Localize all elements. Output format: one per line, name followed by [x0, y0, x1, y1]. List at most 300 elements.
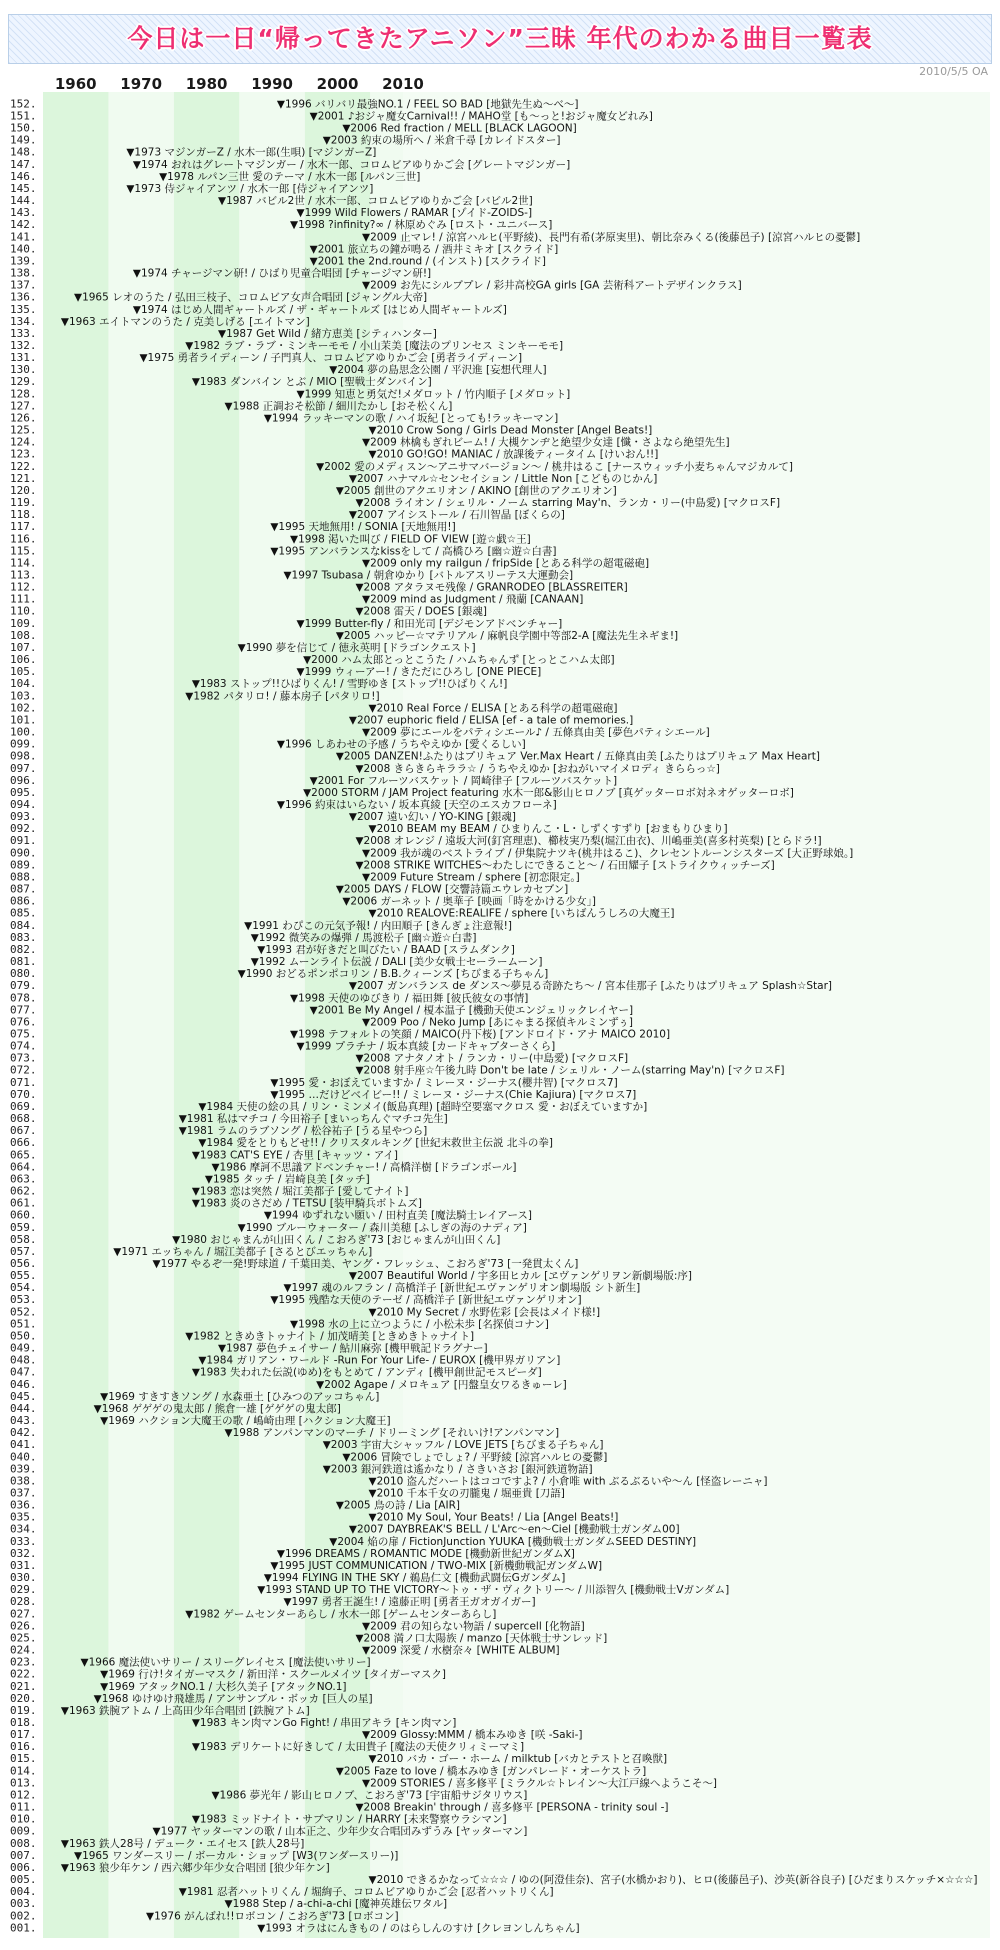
- song-label: ▼2008 雷天 / DOES [銀魂]: [355, 605, 487, 618]
- song-label: ▼2007 ガンバランス de ダンス～夢見る奇跡たち～ / 宮本佳那子 [ふたりはプリキュア Splash☆Star]: [348, 980, 833, 993]
- song-label: ▼1998 テフォルトの笑顔 / MAICO(丹下桜) [アンドロイド・アナ MAICO 2010]: [290, 1028, 671, 1041]
- row-number: 091.: [10, 834, 37, 848]
- row-number: 044.: [10, 1401, 37, 1415]
- row-number: 135.: [10, 302, 37, 316]
- row-number: 142.: [10, 218, 37, 232]
- row-number: 046.: [10, 1377, 37, 1391]
- row-number: 132.: [10, 339, 37, 353]
- row-number: 099.: [10, 737, 37, 751]
- song-label: ▼1983 CAT'S EYE / 杏里 [キャッツ・アイ]: [191, 1149, 398, 1162]
- song-label: ▼1983 ストップ!!ひばりくん! / 雪野ゆき [ストップ!!ひばりくん!]: [191, 678, 508, 691]
- row-number: 012.: [10, 1788, 37, 1802]
- song-label: ▼1982 ゲームセンターあらし / 水木一郎 [ゲームセンターあらし]: [185, 1608, 497, 1621]
- row-number: 010.: [10, 1812, 37, 1826]
- row-number: 129.: [10, 375, 37, 389]
- song-label: ▼2000 ハム太郎とっとこうた / ハムちゃんず [とっとこハム太郎]: [303, 654, 615, 667]
- row-number: 126.: [10, 411, 37, 425]
- song-label: ▼1975 勇者ライディーン / 子門真人、コロムビアゆりかご会 [勇者ライディーン]: [139, 352, 523, 365]
- row-number: 037.: [10, 1486, 37, 1500]
- row-number: 139.: [10, 254, 37, 268]
- song-label: ▼1984 天使の絵の具 / リン・ミンメイ(飯島真理) [超時空要塞マクロス 愛・おぼえていますか]: [198, 1100, 648, 1113]
- song-label: ▼1984 ガリアン・ワールド -Run For Your Life- / EUROX [機甲界ガリアン]: [198, 1354, 561, 1367]
- song-label: ▼2007 DAYBREAK'S BELL / L'Arc～en～Ciel [機動戦士ガンダム00]: [348, 1523, 680, 1536]
- song-label: ▼1968 ゲゲゲの鬼太郎 / 熊倉一雄 [ゲゲゲの鬼太郎]: [93, 1402, 341, 1415]
- row-number: 146.: [10, 169, 37, 183]
- row-number: 063.: [10, 1172, 37, 1186]
- row-number: 110.: [10, 604, 37, 618]
- row-number: 077.: [10, 1003, 37, 1017]
- row-number: 009.: [10, 1824, 37, 1838]
- song-label: ▼1981 私はマチコ / 今田裕子 [まいっちんぐマチコ先生]: [178, 1113, 448, 1126]
- song-label: ▼2010 できるかなって☆☆☆ / ゆの(阿澄佳奈)、宮子(水橋かおり)、ヒロ(後藤邑子)、沙英(新谷良子) [ひだまりスケッチ×☆☆☆]: [368, 1874, 978, 1887]
- row-number: 119.: [10, 496, 37, 510]
- song-label: ▼1987 夢色チェイサー / 鮎川麻弥 [機甲戦記ドラグナー]: [218, 1342, 488, 1355]
- row-number: 122.: [10, 459, 37, 473]
- row-number: 095.: [10, 785, 37, 799]
- song-label: ▼2010 GO!GO! MANIAC / 放課後ティータイム [けいおん!!]: [368, 448, 659, 461]
- row-number: 152.: [10, 97, 37, 111]
- row-number: 030.: [10, 1571, 37, 1585]
- row-number: 016.: [10, 1740, 37, 1754]
- decade-label-2000: 2000: [316, 75, 359, 93]
- song-label: ▼1995 残酷な天使のテーゼ / 高橋洋子 [新世紀エヴァンゲリオン]: [270, 1294, 582, 1307]
- row-number: 059.: [10, 1220, 37, 1234]
- decade-label-1970: 1970: [120, 75, 163, 93]
- row-number: 045.: [10, 1389, 37, 1403]
- row-number: 031.: [10, 1558, 37, 1572]
- row-number: 112.: [10, 580, 37, 594]
- row-number: 128.: [10, 387, 37, 401]
- song-label: ▼2009 林檎もぎれビーム! / 大槻ケンヂと絶望少女達 [懺・さよなら絶望先生]: [362, 436, 730, 449]
- song-label: ▼2010 バカ・ゴー・ホーム / milktub [バカとテストと召喚獣]: [368, 1753, 668, 1766]
- song-label: ▼1987 Get Wild / 緒方恵美 [シティハンター]: [218, 327, 437, 340]
- row-number: 093.: [10, 810, 37, 824]
- row-number: 098.: [10, 749, 37, 763]
- row-number: 081.: [10, 955, 37, 969]
- song-label: ▼1991 わぴこの元気予報! / 内田順子 [きんぎょ注意報!]: [244, 919, 512, 932]
- row-number: 026.: [10, 1619, 37, 1633]
- row-number: 019.: [10, 1703, 37, 1717]
- row-number: 051.: [10, 1317, 37, 1331]
- row-number: 078.: [10, 991, 37, 1005]
- song-label: ▼1974 チャージマン研! / ひばり児童合唱団 [チャージマン研!]: [132, 267, 432, 280]
- song-label: ▼1978 ルパン三世 愛のテーマ / 水木一郎 [ルパン三世]: [159, 170, 421, 183]
- row-number: 007.: [10, 1848, 37, 1862]
- row-number: 025.: [10, 1631, 37, 1645]
- song-label: ▼2010 BEAM my BEAM / ひまりんこ・L・しずくすずり [おまもりひまり]: [368, 823, 728, 836]
- row-number: 085.: [10, 906, 37, 920]
- row-number: 143.: [10, 206, 37, 220]
- song-label: ▼1985 タッチ / 岩崎良美 [タッチ]: [204, 1173, 370, 1186]
- song-label: ▼1980 おじゃまんが山田くん / こおろぎ'73 [おじゃまんが山田くん]: [172, 1233, 501, 1246]
- song-label: ▼1996 約束はいらない / 坂本真綾 [天空のエスカフローネ]: [276, 799, 557, 812]
- song-label: ▼2010 My Secret / 水野佐彩 [会長はメイド様!]: [368, 1306, 601, 1319]
- song-label: ▼1999 ウィーアー! / きただにひろし [ONE PIECE]: [296, 666, 542, 679]
- row-number: 121.: [10, 471, 37, 485]
- song-label: ▼1998 水の上に立つように / 小松未歩 [名探偵コナン]: [290, 1318, 549, 1331]
- row-number: 042.: [10, 1426, 37, 1440]
- song-label: ▼1974 おれはグレートマジンガー / 水木一郎、コロムビアゆりかご会 [グレートマジンガー]: [132, 158, 571, 171]
- row-number: 017.: [10, 1728, 37, 1742]
- row-number: 140.: [10, 242, 37, 256]
- song-label: ▼1995 アンバランスなkissをして / 高橋ひろ [幽☆遊☆白書]: [270, 545, 557, 558]
- song-label: ▼2008 ライオン / シェリル・ノーム starring May'n、ランカ・リー(中島愛) [マクロスF]: [355, 497, 781, 510]
- row-number: 147.: [10, 157, 37, 171]
- song-label: ▼2009 STORIES / 喜多修平 [ミラクル☆トレイン～大江戸線へようこそ～]: [362, 1777, 717, 1790]
- row-number: 118.: [10, 508, 37, 522]
- row-number: 113.: [10, 568, 37, 582]
- row-number: 001.: [10, 1921, 37, 1935]
- row-number: 130.: [10, 363, 37, 377]
- row-number: 100.: [10, 725, 37, 739]
- song-label: ▼1973 マジンガーZ / 水木一郎(生唄) [マジンガーZ]: [126, 146, 377, 159]
- row-number: 065.: [10, 1148, 37, 1162]
- song-label: ▼1993 オラはにんきもの / のはらしんのすけ [クレヨンしんちゃん]: [257, 1922, 580, 1935]
- row-number: 116.: [10, 532, 37, 546]
- row-number: 108.: [10, 628, 37, 642]
- row-number: 004.: [10, 1885, 37, 1899]
- row-number: 036.: [10, 1498, 37, 1512]
- song-label: ▼2010 盗んだハートはココですよ? / 小倉唯 with ぶるぶるいや～ん [怪盗レーニャ]: [368, 1475, 768, 1488]
- row-number: 072.: [10, 1063, 37, 1077]
- song-label: ▼2009 深愛 / 水樹奈々 [WHITE ALBUM]: [362, 1644, 560, 1657]
- row-number: 047.: [10, 1365, 37, 1379]
- song-label: ▼2009 Glossy:MMM / 橋本みゆき [咲 -Saki-]: [362, 1729, 583, 1742]
- song-label: ▼1983 キン肉マンGo Fight! / 串田アキラ [キン肉マン]: [191, 1717, 457, 1730]
- song-label: ▼2008 射手座☆午後九時 Don't be late / シェリル・ノーム(starring May'n) [マクロスF]: [355, 1064, 785, 1077]
- row-number: 002.: [10, 1909, 37, 1923]
- song-label: ▼1993 君が好きだと叫びたい / BAAD [スラムダンク]: [257, 943, 515, 956]
- decade-label-1980: 1980: [185, 75, 228, 93]
- row-number: 013.: [10, 1776, 37, 1790]
- row-number: 022.: [10, 1667, 37, 1681]
- row-number: 092.: [10, 822, 37, 836]
- song-label: ▼1977 やるぞ一発!野球道 / 千葉田美、ヤング・フレッシュ、こおろぎ'73 [一発貫太くん]: [152, 1258, 579, 1271]
- song-label: ▼2007 ハナマル☆センセイション / Little Non [こどものじかん]: [348, 472, 658, 485]
- row-number: 075.: [10, 1027, 37, 1041]
- song-label: ▼2008 Breakin' through / 喜多修平 [PERSONA - trinity soul -]: [355, 1801, 669, 1814]
- row-number: 033.: [10, 1534, 37, 1548]
- song-label: ▼1971 エッちゃん / 堀江美都子 [さるとびエッちゃん]: [113, 1245, 373, 1258]
- song-label: ▼2008 STRIKE WITCHES～わたしにできること～ / 石田耀子 [ストライクウィッチーズ]: [355, 859, 775, 872]
- song-label: ▼2004 夢の島思念公園 / 平沢進 [妄想代理人]: [329, 364, 547, 377]
- song-label: ▼2009 夢にエールをパティシエール♪ / 五條真由美 [夢色パティシエール]: [362, 726, 710, 739]
- song-label: ▼1990 夢を信じて / 徳永英明 [ドラゴンクエスト]: [237, 641, 476, 654]
- row-number: 066.: [10, 1136, 37, 1150]
- song-label: ▼1982 ラブ・ラブ・ミンキーモモ / 小山茉美 [魔法のプリンセス ミンキーモモ]: [185, 340, 564, 353]
- song-label: ▼1984 愛をとりもどせ!! / クリスタルキング [世紀末救世主伝説 北斗の拳]: [198, 1137, 553, 1150]
- row-number: 018.: [10, 1716, 37, 1730]
- song-label: ▼2008 きらきらキララ☆ / うちやえゆか [おねがいマイメロディ きららっ☆]: [355, 762, 720, 775]
- song-label: ▼1963 鉄人28号 / デューク・エイセス [鉄人28号]: [60, 1837, 305, 1850]
- song-label: ▼1988 Step / a-chi-a-chi [魔神英雄伝ワタル]: [224, 1898, 448, 1911]
- row-number: 032.: [10, 1546, 37, 1560]
- song-label: ▼2007 アイシストール / 石川智晶 [ぼくらの]: [348, 509, 565, 522]
- song-label: ▼2006 ガーネット / 奥華子 [映画「時をかける少女」]: [342, 895, 596, 908]
- row-number: 024.: [10, 1643, 37, 1657]
- row-number: 148.: [10, 145, 37, 159]
- row-number: 064.: [10, 1160, 37, 1174]
- song-label: ▼2003 宇宙大シャッフル / LOVE JETS [ちびまる子ちゃん]: [322, 1439, 604, 1452]
- song-label: ▼2007 Beautiful World / 宇多田ヒカル [ヱヴァンゲリヲン新劇場版:序]: [348, 1270, 693, 1283]
- row-number: 082.: [10, 942, 37, 956]
- row-number: 071.: [10, 1075, 37, 1089]
- row-number: 133.: [10, 326, 37, 340]
- row-number: 058.: [10, 1232, 37, 1246]
- song-label: ▼1996 バリバリ最強NO.1 / FEEL SO BAD [地獄先生ぬ～べ～]: [276, 98, 579, 111]
- song-label: ▼1987 バビル2世 / 水木一郎、コロムビアゆりかご会 [バビル2世]: [218, 195, 533, 208]
- song-label: ▼1983 デリケートに好きして / 太田貴子 [魔法の天使クリィミーマミ]: [191, 1741, 525, 1754]
- song-label: ▼2003 約束の場所へ / 米倉千尋 [カレイドスター]: [322, 134, 561, 147]
- song-label: ▼2010 Crow Song / Girls Dead Monster [Angel Beats!]: [368, 424, 653, 437]
- row-number: 023.: [10, 1655, 37, 1669]
- song-label: ▼1986 摩訶不思議アドベンチャー! / 高橋洋樹 [ドラゴンボール]: [211, 1161, 517, 1174]
- row-number: 067.: [10, 1124, 37, 1138]
- row-number: 028.: [10, 1595, 37, 1609]
- song-label: ▼2005 鳥の詩 / Lia [AIR]: [335, 1499, 460, 1512]
- song-label: ▼2007 遠い幻い / YO-KING [銀魂]: [348, 811, 516, 824]
- song-label: ▼2002 Agape / メロキュア [円盤皇女ワるきゅーレ]: [316, 1378, 567, 1391]
- row-number: 027.: [10, 1607, 37, 1621]
- row-number: 050.: [10, 1329, 37, 1343]
- row-number: 057.: [10, 1244, 37, 1258]
- song-label: ▼1997 魂のルフラン / 高橋洋子 [新世紀エヴァンゲリオン劇場版 シト新生]: [283, 1282, 641, 1295]
- row-number: 079.: [10, 979, 37, 993]
- row-number: 087.: [10, 882, 37, 896]
- row-number: 127.: [10, 399, 37, 413]
- row-number: 005.: [10, 1873, 37, 1887]
- song-label: ▼2008 アナタノオト / ランカ・リー(中島愛) [マクロスF]: [355, 1052, 629, 1065]
- row-number: 111.: [10, 592, 37, 606]
- song-label: ▼2009 Poo / Neko Jump [あにゃまる探偵キルミンずぅ]: [362, 1016, 633, 1029]
- song-label: ▼2009 only my railgun / fripSide [とある科学の超電磁砲]: [362, 557, 650, 570]
- song-label: ▼1966 魔法使いサリー / スリーグレイセス [魔法使いサリー]: [80, 1656, 371, 1669]
- row-number: 038.: [10, 1474, 37, 1488]
- row-number: 034.: [10, 1522, 37, 1536]
- song-label: ▼2005 DAYS / FLOW [交響詩篇エウレカセブン]: [335, 883, 569, 896]
- song-label: ▼1990 おどるポンポコリン / B.B.クィーンズ [ちびまる子ちゃん]: [237, 968, 549, 981]
- row-number: 105.: [10, 665, 37, 679]
- row-number: 107.: [10, 640, 37, 654]
- song-label: ▼1969 アタックNO.1 / 大杉久美子 [アタックNO.1]: [100, 1680, 347, 1693]
- song-label: ▼1994 ラッキーマンの歌 / ハイ坂紀 [とっても!ラッキーマン]: [263, 412, 559, 425]
- row-number: 106.: [10, 653, 37, 667]
- row-number: 014.: [10, 1764, 37, 1778]
- song-label: ▼1983 恋は突然 / 堀江美都子 [愛してナイト]: [191, 1185, 409, 1198]
- row-number: 054.: [10, 1281, 37, 1295]
- song-label: ▼1963 鉄腕アトム / 上高田少年合唱団 [鉄腕アトム]: [60, 1704, 310, 1717]
- row-number: 088.: [10, 870, 37, 884]
- row-number: 083.: [10, 930, 37, 944]
- song-label: ▼1998 天使のゆびきり / 福田舞 [彼氏彼女の事情]: [290, 992, 529, 1005]
- song-label: ▼2004 焔の扉 / FictionJunction YUUKA [機動戦士ガンダムSEED DESTINY]: [329, 1535, 697, 1548]
- song-label: ▼2001 旅立ちの鐘が鳴る / 酒井ミキオ [スクライド]: [309, 243, 559, 256]
- row-number: 055.: [10, 1269, 37, 1283]
- row-number: 141.: [10, 230, 37, 244]
- song-label: ▼1999 知恵と勇気だ!メダロット / 竹内順子 [メダロット]: [296, 388, 571, 401]
- row-number: 035.: [10, 1510, 37, 1524]
- song-label: ▼1995 JUST COMMUNICATION / TWO-MIX [新機動戦記ガンダムW]: [270, 1559, 603, 1572]
- song-label: ▼2006 Red fraction / MELL [BLACK LAGOON]: [342, 122, 577, 135]
- song-label: ▼2010 千本千女の刃朧鬼 / 堀亜貴 [刀語]: [368, 1487, 565, 1500]
- song-label: ▼2008 満ノ口太陽族 / manzo [天体戦士サンレッド]: [355, 1632, 608, 1645]
- song-label: ▼1995 天地無用! / SONIA [天地無用!]: [270, 521, 456, 534]
- song-label: ▼1994 FLYING IN THE SKY / 鵜島仁文 [機動武闘伝Gガンダム]: [263, 1572, 566, 1585]
- song-label: ▼2001 the 2nd.round / (インスト) [スクライド]: [309, 255, 546, 268]
- row-number: 061.: [10, 1196, 37, 1210]
- decade-label-2010: 2010: [382, 75, 424, 93]
- song-label: ▼1983 ダンバイン とぶ / MIO [聖戦士ダンバイン]: [191, 376, 432, 389]
- row-number: 053.: [10, 1293, 37, 1307]
- row-number: 090.: [10, 846, 37, 860]
- row-number: 080.: [10, 967, 37, 981]
- row-number: 096.: [10, 773, 37, 787]
- song-label: ▼2009 止マレ! / 涼宮ハルヒ(平野綾)、長門有希(茅原実里)、朝比奈みくる(後藤邑子) [涼宮ハルヒの憂鬱]: [362, 231, 861, 244]
- row-number: 043.: [10, 1414, 37, 1428]
- song-label: ▼2002 愛のメディスン～アニサマバージョン～ / 桃井はるこ [ナースウィッチ小麦ちゃんマジカルて]: [316, 460, 794, 473]
- row-number: 134.: [10, 314, 37, 328]
- song-label: ▼1969 すきすきソング / 水森亜土 [ひみつのアッコちゃん]: [100, 1390, 380, 1403]
- row-number: 029.: [10, 1583, 37, 1597]
- song-label: ▼1992 ムーンライト伝説 / DALI [美少女戦士セーラームーン]: [250, 956, 543, 969]
- song-label: ▼1981 ラムのラブソング / 松谷祐子 [うる星やつら]: [178, 1125, 428, 1138]
- song-label: ▼1998 渇いた叫び / FIELD OF VIEW [遊☆戯☆王]: [290, 533, 531, 546]
- song-label: ▼2010 REALOVE:REALIFE / sphere [いちばんうしろの大魔王]: [368, 907, 675, 920]
- row-number: 020.: [10, 1691, 37, 1705]
- song-label: ▼1992 微笑みの爆弾 / 馬渡松子 [幽☆遊☆白書]: [250, 931, 477, 944]
- song-label: ▼1993 STAND UP TO THE VICTORY～トゥ・ザ・ヴィクトリー～ / 川添智久 [機動戦士Vガンダム]: [257, 1584, 730, 1597]
- song-label: ▼1998 ?infinity?∞ / 林原めぐみ [ロスト・ユニバース]: [290, 219, 553, 232]
- song-label: ▼1999 Butter-fly / 和田光司 [デジモンアドベンチャー]: [296, 617, 563, 630]
- song-label: ▼2005 DANZEN!ふたりはプリキュア Ver.Max Heart / 五條真由美 [ふたりはプリキュア Max Heart]: [335, 750, 820, 763]
- song-label: ▼1997 勇者王誕生! / 遠藤正明 [勇者王ガオガイガー]: [283, 1596, 536, 1609]
- song-label: ▼2008 アタラヌモ残像 / GRANRODEO [BLASSREITER]: [355, 581, 628, 594]
- row-number: 124.: [10, 435, 37, 449]
- song-label: ▼1965 レオのうた / 弘田三枝子、コロムビア女声合唱団 [ジャングル大帝]: [74, 291, 428, 304]
- row-number: 041.: [10, 1438, 37, 1452]
- song-label: ▼2001 ♪おジャ魔女Carnival!! / MAHO堂 [も～っと!おジャ魔女どれみ]: [309, 110, 653, 123]
- row-number: 114.: [10, 556, 37, 570]
- row-number: 144.: [10, 194, 37, 208]
- row-number: 003.: [10, 1897, 37, 1911]
- row-number: 052.: [10, 1305, 37, 1319]
- song-label: ▼2005 Faze to love / 橋本みゆき [ガンパレード・オーケストラ]: [335, 1765, 647, 1778]
- song-label: ▼1996 しあわせの予感 / うちやえゆか [愛くるしい]: [276, 738, 526, 751]
- song-label: ▼1995 …だけどベイビー!! / ミレーヌ・ジーナス(Chie Kajiura) [マクロス7]: [270, 1088, 637, 1101]
- row-number: 150.: [10, 121, 37, 135]
- row-number: 136.: [10, 290, 37, 304]
- row-number: 015.: [10, 1752, 37, 1766]
- row-number: 097.: [10, 761, 37, 775]
- song-label: ▼1982 ときめきトゥナイト / 加茂晴美 [ときめきトゥナイト]: [185, 1330, 475, 1343]
- row-number: 060.: [10, 1208, 37, 1222]
- row-number: 104.: [10, 677, 37, 691]
- song-label: ▼1963 狼少年ケン / 西六郷少年少女合唱団 [狼少年ケン]: [60, 1861, 330, 1874]
- row-number: 049.: [10, 1341, 37, 1355]
- song-label: ▼2009 mind as Judgment / 飛蘭 [CANAAN]: [362, 593, 584, 606]
- row-number: 115.: [10, 544, 37, 558]
- song-label: ▼1986 夢光年 / 影山ヒロノブ、こおろぎ'73 [宇宙船サジタリウス]: [211, 1789, 528, 1802]
- song-label: ▼1995 愛・おぼえていますか / ミレーヌ・ジーナス(櫻井智) [マクロス7]: [270, 1076, 618, 1089]
- row-number: 101.: [10, 713, 37, 727]
- song-label: ▼1963 エイトマンのうた / 克美しげる [エイトマン]: [60, 315, 310, 328]
- song-label: ▼1990 ブルーウォーター / 森川美穂 [ふしぎの海のナディア]: [237, 1221, 527, 1234]
- row-number: 056.: [10, 1257, 37, 1271]
- row-number: 040.: [10, 1450, 37, 1464]
- row-number: 021.: [10, 1679, 37, 1693]
- song-label: ▼2009 君の知らない物語 / supercell [化物語]: [362, 1620, 585, 1633]
- song-label: ▼1988 正調おそ松節 / 細川たかし [おそ松くん]: [224, 400, 453, 413]
- song-label: ▼2000 STORM / JAM Project featuring 水木一郎&影山ヒロノブ [真ゲッターロボ対ネオゲッターロボ]: [303, 786, 794, 799]
- row-number: 069.: [10, 1099, 37, 1113]
- row-number: 094.: [10, 798, 37, 812]
- song-label: ▼1969 行け!タイガーマスク / 新田洋・スクールメイツ [タイガーマスク]: [100, 1668, 446, 1681]
- song-label: ▼1982 パタリロ! / 藤本房子 [パタリロ!]: [185, 690, 380, 703]
- song-label: ▼1968 ゆけゆけ飛雄馬 / アンサンブル・ボッカ [巨人の星]: [93, 1692, 373, 1705]
- song-label: ▼2003 銀河鉄道は遙かなり / さきいさお [銀河鉄道物語]: [322, 1463, 593, 1476]
- row-number: 070.: [10, 1087, 37, 1101]
- row-number: 109.: [10, 616, 37, 630]
- row-number: 062.: [10, 1184, 37, 1198]
- song-label: ▼2008 オレンジ / 遠坂大河(釘宮理恵)、櫛枝実乃梨(堀江由衣)、川嶋亜美(喜多村英梨) [とらドラ!]: [355, 835, 822, 848]
- song-label: ▼2009 我が魂のベストライブ / 伊集院ナツキ(桃井はるこ)、クレセントルーンシスターズ [大正野球娘。]: [362, 847, 854, 860]
- row-number: 123.: [10, 447, 37, 461]
- row-number: 137.: [10, 278, 37, 292]
- row-number: 086.: [10, 894, 37, 908]
- row-number: 068.: [10, 1112, 37, 1126]
- row-number: 145.: [10, 181, 37, 195]
- row-number: 102.: [10, 701, 37, 715]
- song-label: ▼1969 ハクション大魔王の歌 / 嶋崎由理 [ハクション大魔王]: [100, 1415, 391, 1428]
- row-number: 073.: [10, 1051, 37, 1065]
- song-label: ▼2010 Real Force / ELISA [とある科学の超電磁砲]: [368, 702, 618, 715]
- row-number: 117.: [10, 520, 37, 534]
- row-number: 103.: [10, 689, 37, 703]
- row-number: 008.: [10, 1836, 37, 1850]
- song-label: ▼2005 創世のアクエリオン / AKINO [創世のアクエリオン]: [335, 484, 617, 497]
- song-label: ▼1983 炎のさだめ / TETSU [装甲騎兵ボトムズ]: [191, 1197, 423, 1210]
- decade-header: [55, 75, 424, 93]
- song-label: ▼1976 がんばれ!!ロボコン / こおろぎ'73 [ロボコン]: [146, 1910, 399, 1923]
- song-label: ▼1974 はじめ人間ギャートルズ / ザ・ギャートルズ [はじめ人間ギャートルズ]: [132, 303, 507, 316]
- row-number: 151.: [10, 109, 37, 123]
- song-label: ▼2009 お先にシルブプレ / 彩井高校GA girls [GA 芸術科アートデザインクラス]: [362, 279, 742, 292]
- song-label: ▼2001 For フルーツバスケット / 岡崎律子 [フルーツバスケット]: [309, 774, 618, 787]
- song-label: ▼2007 euphoric field / ELISA [ef - a tale of memories.]: [348, 714, 634, 727]
- row-number: 006.: [10, 1860, 37, 1874]
- song-label: ▼1965 ワンダースリー / ボーカル・ショップ [W3(ワンダースリー)]: [74, 1849, 399, 1862]
- song-label: ▼2001 Be My Angel / 榎本温子 [機動天使エンジェリックレイヤー]: [309, 1004, 634, 1017]
- song-label: ▼1973 侍ジャイアンツ / 水木一郎 [侍ジャイアンツ]: [126, 182, 374, 195]
- song-label: ▼1988 アンパンマンのマーチ / ドリーミング [それいけ!アンパンマン]: [224, 1427, 560, 1440]
- row-number: 131.: [10, 351, 37, 365]
- row-number: 089.: [10, 858, 37, 872]
- decade-label-1960: 1960: [54, 75, 97, 93]
- song-label: ▼1999 プラチナ / 坂本真綾 [カードキャプターさくら]: [296, 1040, 556, 1053]
- song-label: ▼1977 ヤッターマンの歌 / 山本正之、少年少女合唱団みずうみ [ヤッターマン]: [152, 1825, 528, 1838]
- row-number: 120.: [10, 483, 37, 497]
- song-label: ▼2006 冒険でしょでしょ? / 平野綾 [涼宮ハルヒの憂鬱]: [342, 1451, 608, 1464]
- row-number: 125.: [10, 423, 37, 437]
- row-number: 084.: [10, 918, 37, 932]
- song-label: ▼1994 ゆずれない願い / 田村直美 [魔法騎士レイアース]: [263, 1209, 533, 1222]
- page-title: 今日は一日“帰ってきたアニソン”三昧 年代のわかる曲目一覧表: [127, 24, 873, 53]
- row-number: 138.: [10, 266, 37, 280]
- song-label: ▼2005 ハッピー☆マテリアル / 麻帆良学園中等部2-A [魔法先生ネギま!]: [335, 629, 679, 642]
- song-label: ▼2009 Future Stream / sphere [初恋限定。]: [362, 871, 580, 884]
- song-label: ▼1981 忍者ハットリくん / 堀絢子、コロムビアゆりかご会 [忍者ハットリくん]: [178, 1886, 554, 1899]
- song-label: ▼1997 Tsubasa / 朝倉ゆかり [バトルアスリーテス大運動会]: [283, 569, 574, 582]
